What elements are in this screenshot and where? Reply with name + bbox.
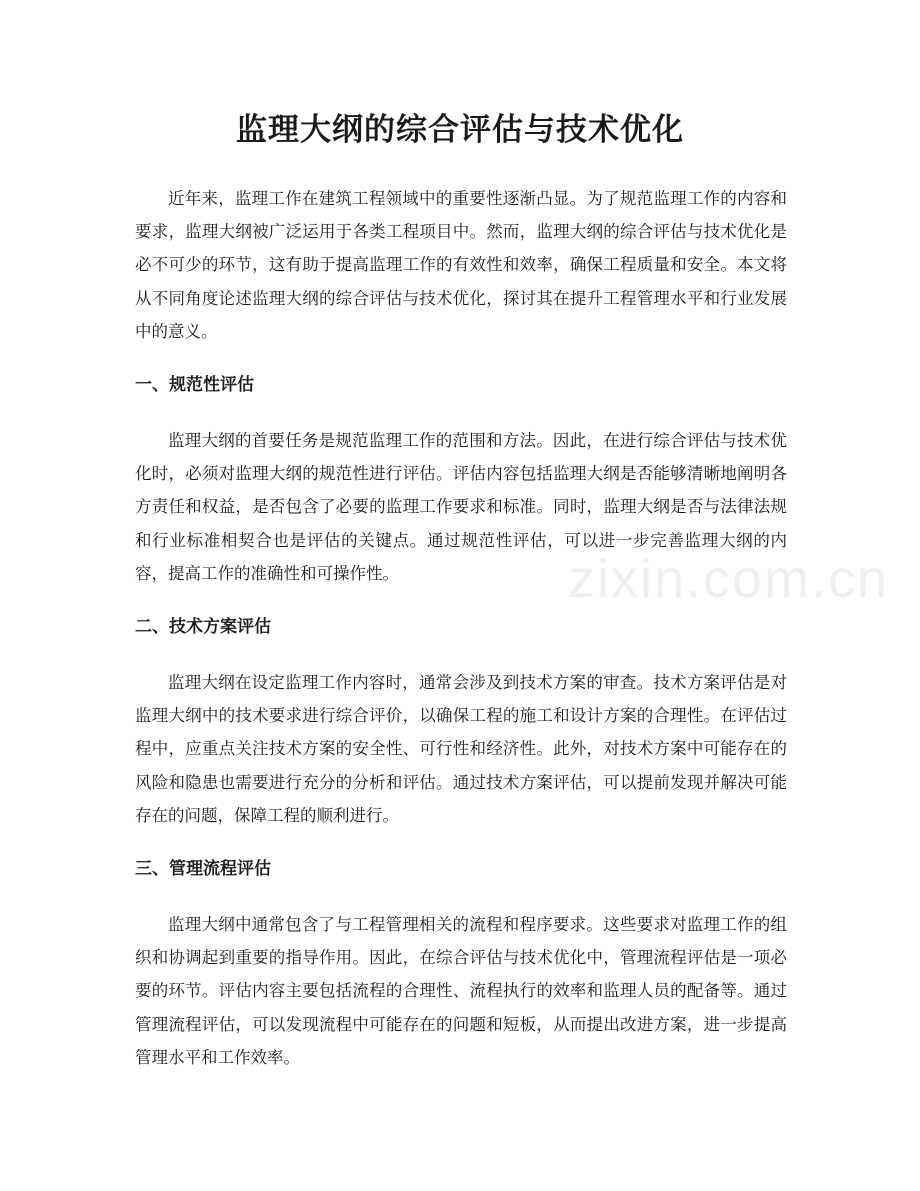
watermark: zixin.com.cn [568,549,890,609]
section-body-management: 监理大纲中通常包含了与工程管理相关的流程和程序要求。这些要求对监理工作的组织和协调起到重要的指导作用。因此，在综合评估与技术优化中，管理流程评估是一项必要的环节。评估内容主要包括流程的合理性、流程执行的效率和监理人员的配备等。通过管理流程评估，可以发现流程中可能存在的问题和短板，从而提出改进方案，进一步提高管理水平和工作效率。 [135,915,787,1067]
document-title: 监理大纲的综合评估与技术优化 [236,112,684,148]
intro-paragraph: 近年来，监理工作在建筑工程领域中的重要性逐渐凸显。为了规范监理工作的内容和要求，监理大纲被广泛运用于各类工程项目中。然而，监理大纲的综合评估与技术优化是必不可少的环节，这有助于提高监理工作的有效性和效率，确保工程质量和安全。本文将从不同角度论述监理大纲的综合评估与技术优化，探讨其在提升工程管理水平和行业发展中的意义。 [135,189,787,341]
section-heading-normative: 一、规范性评估 [135,375,254,396]
section-heading-management: 三、管理流程评估 [135,859,271,880]
section-body-technical: 监理大纲在设定监理工作内容时，通常会涉及到技术方案的审查。技术方案评估是对监理大纲中的技术要求进行综合评价，以确保工程的施工和设计方案的合理性。在评估过程中，应重点关注技术方案的安全性、可行性和经济性。此外，对技术方案中可能存在的风险和隐患也需要进行充分的分析和评估。通过技术方案评估，可以提前发现并解决可能存在的问题，保障工程的顺利进行。 [135,673,787,825]
section-heading-technical: 二、技术方案评估 [135,617,271,638]
section-body-normative: 监理大纲的首要任务是规范监理工作的范围和方法。因此，在进行综合评估与技术优化时，必须对监理大纲的规范性进行评估。评估内容包括监理大纲是否能够清晰地阐明各方责任和权益，是否包含了必要的监理工作要求和标准。同时，监理大纲是否与法律法规和行业标准相契合也是评估的关键点。通过规范性评估，可以进一步完善监理大纲的内容，提高工作的准确性和可操作性。 [135,431,787,583]
document-body [135,182,787,1096]
